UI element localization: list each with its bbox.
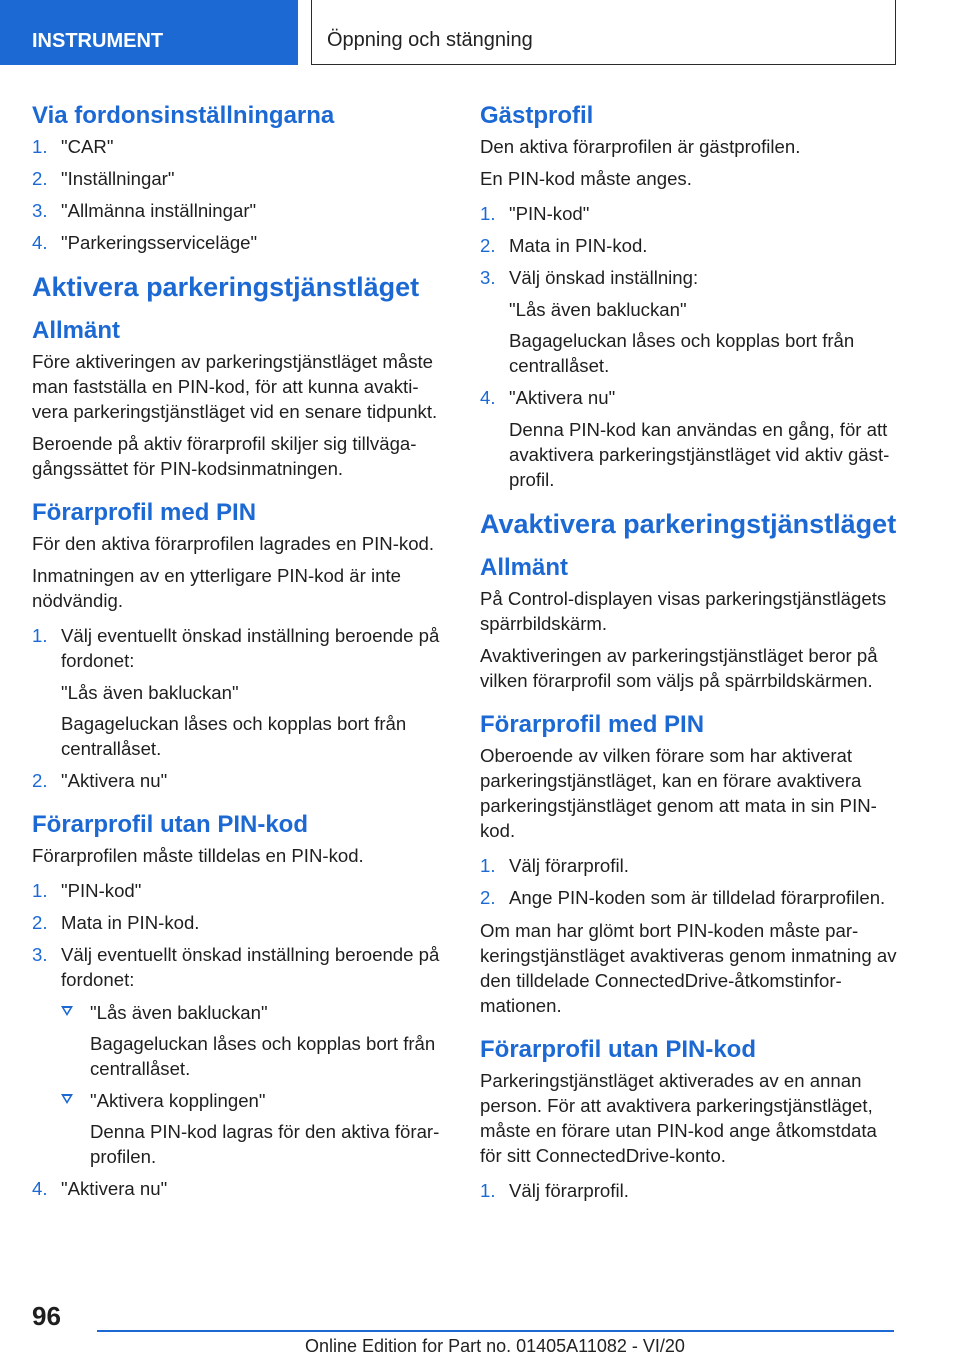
option-description: Bagageluckan låses och kopplas bort från centrallåset.	[61, 713, 407, 759]
list-item	[32, 768, 450, 793]
via-steps-list	[32, 134, 450, 255]
guest-paragraph: Den aktiva förarprofilen är gästprofilen.	[480, 136, 801, 157]
right-column	[480, 100, 898, 1211]
list-item	[480, 885, 898, 910]
step-text: "Parkeringsserviceläge"	[61, 232, 258, 253]
guest-paragraph: En PIN-kod måste anges.	[480, 168, 692, 189]
step-text: Ange PIN-koden som är tilldelad förarprofilen.	[509, 887, 886, 908]
option-description: Bagageluckan låses och kopplas bort från centrallåset.	[509, 330, 855, 376]
section-tab	[0, 0, 298, 65]
option-description: Denna PIN-kod kan användas en gång, för att avaktivera parkeringstjänstläget vid aktiv gäst-profil.	[509, 419, 890, 490]
pin-paragraph: Om man har glömt bort PIN-koden måste par-keringstjänstläget avaktiveras genom inmatning av den tilldelade ConnectedDrive-åtkomstinfor-mationen.	[480, 920, 897, 1016]
general-paragraph: Avaktiveringen av parkeringstjänstläget beror på vilken förarprofil som väljs på spärrbildskärmen.	[480, 645, 878, 691]
list-item	[32, 910, 450, 935]
nopin-heading: Förarprofil utan PIN-kod	[32, 811, 308, 838]
bullet-item	[61, 1000, 450, 1081]
list-item	[32, 230, 450, 255]
triangle-bullet-icon	[61, 1094, 73, 1104]
list-item	[32, 942, 450, 1169]
nopin-heading: Förarprofil utan PIN-kod	[480, 1036, 756, 1063]
bullet-item	[61, 1088, 450, 1169]
nopin-steps-list	[480, 1178, 898, 1203]
pin-steps-list	[32, 623, 450, 793]
step-text: "Inställningar"	[61, 168, 175, 189]
step-number: 1.	[480, 203, 496, 224]
step-number: 2.	[32, 770, 48, 791]
step-text: Mata in PIN-kod.	[61, 912, 200, 933]
left-column	[32, 100, 450, 1209]
deactivate-heading: Avaktivera parkeringstjänstläget	[480, 509, 897, 539]
step-text: "Aktivera nu"	[61, 1178, 168, 1199]
step-number: 3.	[32, 944, 48, 965]
nopin-paragraph: Förarprofilen måste tilldelas en PIN-kod.	[32, 845, 364, 866]
pin-paragraph: Inmatningen av en ytterligare PIN-kod är inte nödvändig.	[32, 565, 401, 611]
pin-paragraph: Oberoende av vilken förare som har aktiverat parkeringstjänstläget, kan en förare avaktivera parkeringstjänstläget genom att mata in sin PIN-kod.	[480, 745, 877, 841]
step-number: 1.	[32, 880, 48, 901]
edition-text: Online Edition for Part no. 01405A11082 - VI/20	[305, 1336, 685, 1356]
step-text: Välj eventuellt önskad inställning beroende på fordonet:	[61, 625, 440, 671]
step-number: 1.	[32, 136, 48, 157]
general-heading: Allmänt	[32, 317, 121, 344]
bullet-description: Bagageluckan låses och kopplas bort från centrallåset.	[90, 1033, 436, 1079]
list-item	[480, 385, 898, 492]
step-number: 3.	[32, 200, 48, 221]
section-tab-label: INSTRUMENT	[32, 30, 164, 52]
step-text: "Aktivera nu"	[509, 387, 616, 408]
list-item	[32, 134, 450, 159]
list-item	[480, 853, 898, 878]
list-item	[480, 201, 898, 226]
footer-divider	[97, 1330, 894, 1332]
step-number: 4.	[32, 232, 48, 253]
step-text: "PIN-kod"	[509, 203, 590, 224]
step-number: 2.	[32, 912, 48, 933]
step-text: Välj önskad inställning:	[509, 267, 699, 288]
nopin-steps-list	[32, 878, 450, 1201]
step-number: 2.	[32, 168, 48, 189]
list-item	[32, 198, 450, 223]
chapter-title: Öppning och stängning	[327, 29, 533, 51]
step-number: 1.	[480, 855, 496, 876]
general-paragraph: Beroende på aktiv förarprofil skiljer sig tillväga-gångssättet för PIN-kodsinmatningen.	[32, 433, 417, 479]
guest-heading: Gästprofil	[480, 102, 594, 129]
nopin-paragraph: Parkeringstjänstläget aktiverades av en annan person. För att avaktivera parkeringstjänstläget, måste en förare utan PIN-kod ange åtkomstdata för sitt ConnectedDrive-konto.	[480, 1070, 877, 1166]
step-number: 2.	[480, 235, 496, 256]
via-heading: Via fordonsinställningarna	[32, 102, 335, 129]
step-number: 2.	[480, 887, 496, 908]
step-text: "PIN-kod"	[61, 880, 142, 901]
step-number: 4.	[32, 1178, 48, 1199]
step-text: Välj eventuellt önskad inställning beroende på fordonet:	[61, 944, 440, 990]
option-bullets	[61, 1000, 450, 1169]
list-item	[480, 1178, 898, 1203]
list-item	[32, 878, 450, 903]
guest-steps-list	[480, 201, 898, 492]
list-item	[32, 1176, 450, 1201]
option-label: "Lås även bakluckan"	[509, 299, 687, 320]
step-text: Välj förarprofil.	[509, 855, 629, 876]
list-item	[32, 166, 450, 191]
list-item	[480, 233, 898, 258]
triangle-bullet-icon	[61, 1006, 73, 1016]
step-text: Välj förarprofil.	[509, 1180, 629, 1201]
bullet-text: "Aktivera kopplingen"	[90, 1090, 266, 1111]
option-label: "Lås även bakluckan"	[61, 682, 239, 703]
bullet-text: "Lås även bakluckan"	[90, 1002, 268, 1023]
step-number: 1.	[32, 625, 48, 646]
pin-steps-list	[480, 853, 898, 910]
step-text: Mata in PIN-kod.	[509, 235, 648, 256]
step-number: 4.	[480, 387, 496, 408]
list-item	[480, 265, 898, 378]
pin-heading: Förarprofil med PIN	[32, 499, 257, 526]
page-number: 96	[32, 1301, 61, 1331]
step-text: "Aktivera nu"	[61, 770, 168, 791]
pin-paragraph: För den aktiva förarprofilen lagrades en PIN-kod.	[32, 533, 435, 554]
step-number: 3.	[480, 267, 496, 288]
pin-heading: Förarprofil med PIN	[480, 711, 705, 738]
list-item	[32, 623, 450, 761]
step-number: 1.	[480, 1180, 496, 1201]
general-paragraph: Före aktiveringen av parkeringstjänstläget måste man fastställa en PIN-kod, för att kunna avakti-vera parkeringstjänstläget vid en senare tidpunkt.	[32, 351, 438, 422]
chapter-header	[311, 0, 896, 65]
general-paragraph: På Control-displayen visas parkeringstjänstlägets spärrbildskärm.	[480, 588, 887, 634]
bullet-description: Denna PIN-kod lagras för den aktiva förar-profilen.	[90, 1121, 440, 1167]
activate-heading: Aktivera parkeringstjänstläget	[32, 272, 420, 302]
step-text: "CAR"	[61, 136, 114, 157]
step-text: "Allmänna inställningar"	[61, 200, 257, 221]
general-heading: Allmänt	[480, 554, 569, 581]
